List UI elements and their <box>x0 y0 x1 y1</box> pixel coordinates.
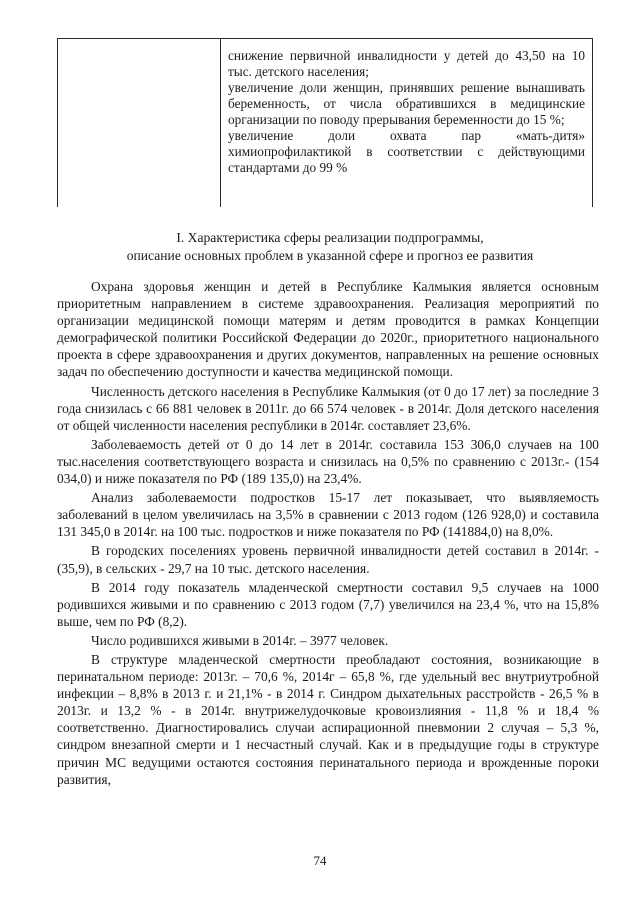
paragraph: Число родившихся живыми в 2014г. – 3977 человек. <box>91 632 389 648</box>
paragraph: В городских поселениях уровень первичной инвалидности детей составил в 2014г. - (35,9), в сельских - 29,7 на 10 тыс. детского населения. <box>57 543 599 576</box>
table-item: снижение первичной инвалидности у детей до 43,50 на 10 тыс. детского населения; <box>228 48 585 79</box>
paragraph: Анализ заболеваемости подростков 15-17 лет показывает, что выявляемость заболеваний в целом увеличилась на 3,5% в сравнении с 2013 годом (126 928,0) и составила 131 345,0 в 2014г. на 100 тыс. подростков и ниже показателя по РФ (141884,0) на 8,0%. <box>57 490 599 540</box>
body-text <box>57 278 599 790</box>
table-item: увеличение доли охвата пар «мать-дитя» химиопрофилактикой в соответствии с действующими стандартами до 99 % <box>228 128 585 175</box>
table-border-left <box>57 39 58 207</box>
paragraph: Численность детского населения в Республике Калмыкия (от 0 до 17 лет) за последние 3 года снизилась с 66 881 человек в 2011г. до 66 574 человек - в 2014г. Доля детского населения от общей численности населения республики в 2014г. составляет 23,6%. <box>57 383 599 433</box>
section-heading <box>60 229 600 265</box>
section-heading-line: I. Характеристика сферы реализации подпрограммы, <box>176 230 484 245</box>
paragraph: Заболеваемость детей от 0 до 14 лет в 2014г. составила 153 306,0 случаев на 100 тыс.населения соответствующего возраста и снизилась на 0,5% по сравнению с 2013г.- (154 034,0) и ниже показателя по РФ (189 135,0) на 23,4%. <box>57 436 599 487</box>
paragraph: В 2014 году показатель младенческой смертности составил 9,5 случаев на 1000 родившихся живыми и по сравнению с 2013 годом (7,7) увеличился на 23,4 %, что на 15,8% выше, чем по РФ (8,2). <box>57 579 599 629</box>
table-border-right <box>592 39 593 207</box>
table-fragment <box>57 38 593 207</box>
table-item: увеличение доли женщин, принявших решение вынашивать беременность, от числа обратившихся в медицинские организации по поводу прерывания беременности до 15 %; <box>228 80 585 127</box>
paragraph: В структуре младенческой смертности преобладают состояния, возникающие в перинатальном периоде: 2013г. – 70,6 %, 2014г – 65,8 %, где удельный вес внутриутробной инфекции – 8,8% в 2013 г. и 21,1% - в 2014 г. Синдром дыхательных расстройств - 26,5 % в 2013г. и 13,2 % - в 2014г. внутрижелудочковые кровоизлияния - 11,8 % и 18,4 % соответственно. Диагностировались случаи аспирационной пневмонии 2 случая – 5,3 %, синдром внезапной смерти и 1 несчастный случай. Как и в предыдущие годы в структуре причин МС ведущими остаются состояния перинатального периода и врожденные пороки развития, <box>57 651 599 787</box>
section-heading-line: описание основных проблем в указанной сфере и прогноз ее развития <box>126 248 534 263</box>
table-column-divider <box>220 39 221 207</box>
paragraph: Охрана здоровья женщин и детей в Республике Калмыкия является основным приоритетным направлением в системе здравоохранения. Реализация мероприятий по организации медицинской помощи матерям и детям проводится в рамках Концепции демографической политики Российской Федерации до 2020г., приоритетного национального проекта в сфере здравоохранения и других документов, направленных на решение основных задач по обеспечению доступности и качества медицинской помощи. <box>57 279 599 380</box>
table-cell-indicators <box>228 48 585 176</box>
page-number: 74 <box>313 853 327 868</box>
